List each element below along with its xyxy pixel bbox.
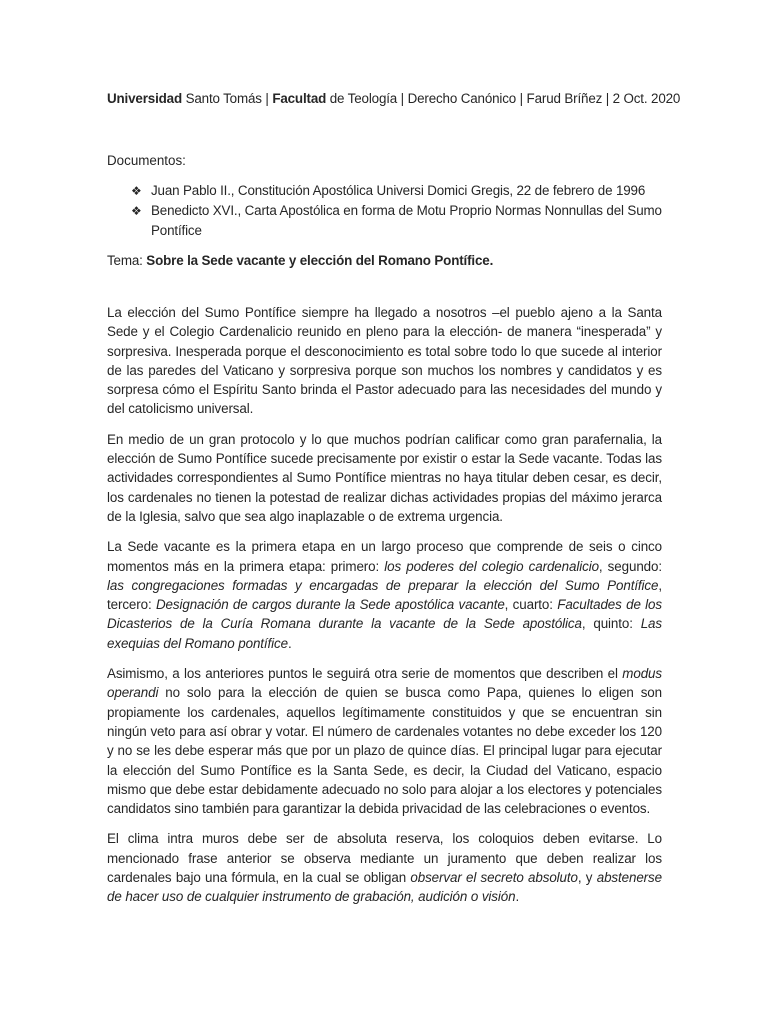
paragraph-5-italic: observar el secreto absoluto: [410, 870, 578, 886]
documents-list: [107, 181, 662, 241]
document-item-text: Benedicto XVI., Carta Apostólica en forma de Motu Proprio Normas Nonnullas del Sumo Pontífice: [151, 203, 662, 238]
topic-title: Sobre la Sede vacante y elección del Romano Pontífice.: [146, 253, 494, 268]
paragraph-5-text: El clima intra muros debe ser de absoluta reserva, los coloquios deben evitarse. Lo mencionado frase anterior se observa mediante un juramento que deben realizar los cardenales bajo una fórmula, en la cual se obligan: [107, 831, 662, 886]
document-item: [131, 181, 662, 201]
paragraph-3-text: .: [287, 635, 292, 651]
document-body: [107, 303, 662, 907]
document-item-text: Juan Pablo II., Constitución Apostólica Universi Domici Gregis, 22 de febrero de 1996: [151, 183, 646, 198]
topic-line: [107, 251, 662, 271]
paragraph-3-text: La Sede vacante es la primera etapa en un largo proceso que comprende de seis o cinco momentos más en la primera etapa: primero:: [107, 539, 662, 574]
paragraph-3-text: , segundo:: [598, 558, 662, 574]
header-faculty-label: Facultad: [272, 91, 327, 106]
document-item: [131, 201, 662, 241]
paragraph-5-text: .: [515, 889, 520, 905]
diamond-bullet-icon: ❖: [131, 204, 142, 218]
header-university-label: Universidad: [107, 91, 182, 106]
paragraph-4-italic: modus operandi: [107, 666, 662, 701]
document-header: [107, 89, 681, 109]
paragraph-1: La elección del Sumo Pontífice siempre ha llegado a nosotros –el pueblo ajeno a la Santa Sede y el Colegio Cardenalicio reunido en pleno para la elección- de manera “inesperada” y sorpresiva. Inesperada porque el desconocimiento es total sobre todo lo que sucede al interior de las paredes del Vaticano y sorpresiva porque son muchos los nombres y candidatos y es sorpresa cómo el Espíritu Santo brinda el Pastor adecuado para las necesidades del mundo y del catolicismo universal.: [107, 305, 662, 417]
paragraph-5-text: , y: [577, 870, 597, 886]
paragraph-3-text: , tercero:: [107, 577, 662, 613]
paragraph-3-italic: las congregaciones formadas y encargadas de preparar la elección del Sumo Pontífice: [107, 577, 659, 593]
document-page: [107, 89, 681, 918]
paragraph-3-italic: Designación de cargos durante la Sede apostólica vacante: [155, 597, 505, 613]
paragraph-3-italic: los poderes del colegio cardenalicio: [384, 558, 599, 574]
paragraph-3: [107, 537, 662, 653]
diamond-bullet-icon: ❖: [131, 184, 142, 198]
paragraph-5-italic: abstenerse de hacer uso de cualquier instrumento de grabación, audición o visión: [107, 870, 662, 905]
header-university-name: Santo Tomás |: [182, 91, 273, 106]
paragraph-3-italic: Las exequias del Romano pontífice: [107, 616, 662, 651]
paragraph-4-text: Asimismo, a los anteriores puntos le seguirá otra serie de momentos que describen el: [107, 666, 623, 682]
header-details: de Teología | Derecho Canónico | Farud Bríñez | 2 Oct. 2020: [326, 91, 681, 106]
paragraph-2: En medio de un gran protocolo y lo que muchos podrían calificar como gran parafernalia, la elección de Sumo Pontífice sucede precisamente por existir o estar la Sede vacante. Todas las actividades correspondientes al Sumo Pontífice mientras no haya titular deben cesar, es decir, los cardenales no tienen la potestad de realizar dichas actividades propias del máximo jerarca de la Iglesia, salvo que sea algo inaplazable o de extrema urgencia.: [107, 431, 662, 524]
documents-label: Documentos:: [107, 153, 186, 168]
paragraph-3-text: , cuarto:: [504, 597, 558, 613]
paragraph-3-text: , quinto:: [581, 616, 641, 632]
topic-label: Tema:: [107, 253, 147, 268]
paragraph-5: [107, 829, 662, 906]
paragraph-3-italic: Facultades de los Dicasterios de la Curía Romana durante la vacante de la Sede apostólica: [107, 597, 662, 632]
paragraph-4: [107, 664, 662, 818]
paragraph-4-text: no solo para la elección de quien se busca como Papa, quienes lo eligen son propiamente los cardenales, aquellos legítimamente constituidos y que se encuentran sin ningún veto para así obrar y votar. El número de cardenales votantes no debe exceder los 120 y no se les debe esperar más que por un plazo de quince días. El principal lugar para ejecutar la elección del Sumo Pontífice es la Santa Sede, es decir, la Ciudad del Vaticano, espacio mismo que debe estar debidamente adecuado no solo para alojar a los electores y potenciales candidatos sino también para garantizar la debida privacidad de las celebraciones o eventos.: [107, 685, 662, 817]
